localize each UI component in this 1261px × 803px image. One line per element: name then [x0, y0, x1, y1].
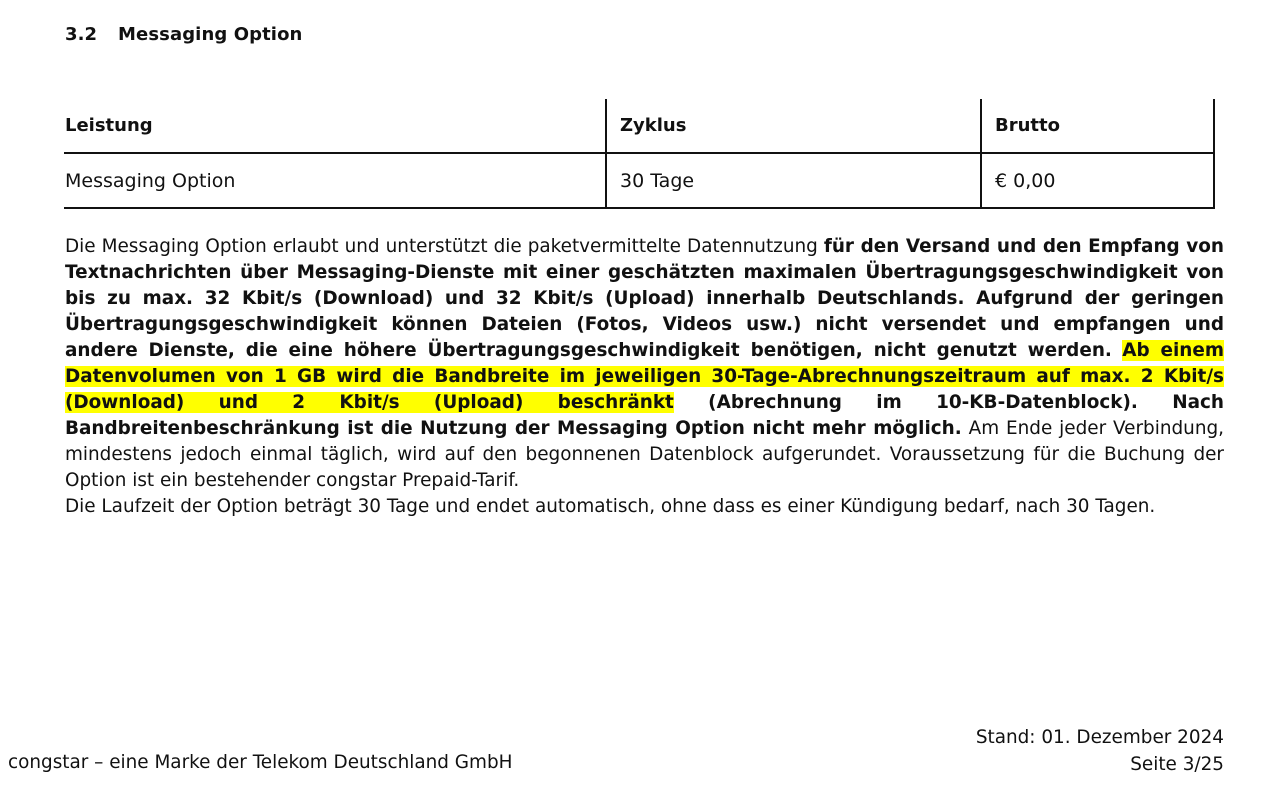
header-leistung: Leistung [64, 99, 606, 153]
highlighted-bandwidth-limit: Ab einem Datenvolumen von 1 GB wird die Bandbreite im jeweiligen 30-Tage-Abrechnungszeitraum auf max. 2 Kbit/s (Download) und 2 Kbit/s (Upload) beschränkt [65, 340, 1224, 413]
description-bold-billing: (Abrechnung im 10-KB-Datenblock). Nach Bandbreitenbeschränkung ist die Nutzung der Messaging Option nicht mehr möglich. [65, 392, 1224, 439]
footer-date: Stand: 01. Dezember 2024 [975, 727, 1224, 748]
description-bold-usage: für den Versand und den Empfang von Textnachrichten über Messaging-Dienste mit einer geschätzten maximalen Übertragungsgeschwindigkeit von bis zu max. 32 Kbit/s (Download) und 32 Kbit/s (Upload) innerhalb Deutschlands. Aufgrund der geringen Übertragungsgeschwindigkeit können Dateien (Fotos, Videos usw.) nicht versendet und empfangen und andere Dienste, die eine höhere Übertragungsgeschwindigkeit benötigen, nicht genutzt werden. [65, 236, 1225, 361]
header-brutto: Brutto [981, 99, 1214, 153]
cell-leistung: Messaging Option [64, 153, 606, 208]
section-title: Messaging Option [118, 24, 303, 45]
description-rounding: Am Ende jeder Verbindung, mindestens jedoch einmal täglich, wird auf den begonnenen Datenblock aufgerundet. Voraussetzung für die Buchung der Option ist ein bestehender congstar Prepaid-Tarif. [65, 418, 1225, 491]
description-paragraph [65, 234, 1224, 494]
cell-brutto: € 0,00 [981, 153, 1214, 208]
price-table [64, 99, 1215, 209]
header-zyklus: Zyklus [606, 99, 981, 153]
footer-page-number: Seite 3/25 [1130, 754, 1224, 775]
cell-zyklus: 30 Tage [606, 153, 981, 208]
duration-paragraph: Die Laufzeit der Option beträgt 30 Tage und endet automatisch, ohne dass es einer Kündigung bedarf, nach 30 Tagen. [65, 496, 1156, 517]
section-heading [65, 24, 302, 45]
description-intro: Die Messaging Option erlaubt und unterstützt die paketvermittelte Datennutzung [65, 236, 824, 257]
footer-brand: congstar – eine Marke der Telekom Deutschland GmbH [8, 752, 513, 773]
section-number: 3.2 [65, 24, 98, 45]
footer-meta [976, 724, 1224, 778]
table-header-row [64, 99, 1214, 153]
table-row [64, 153, 1214, 208]
